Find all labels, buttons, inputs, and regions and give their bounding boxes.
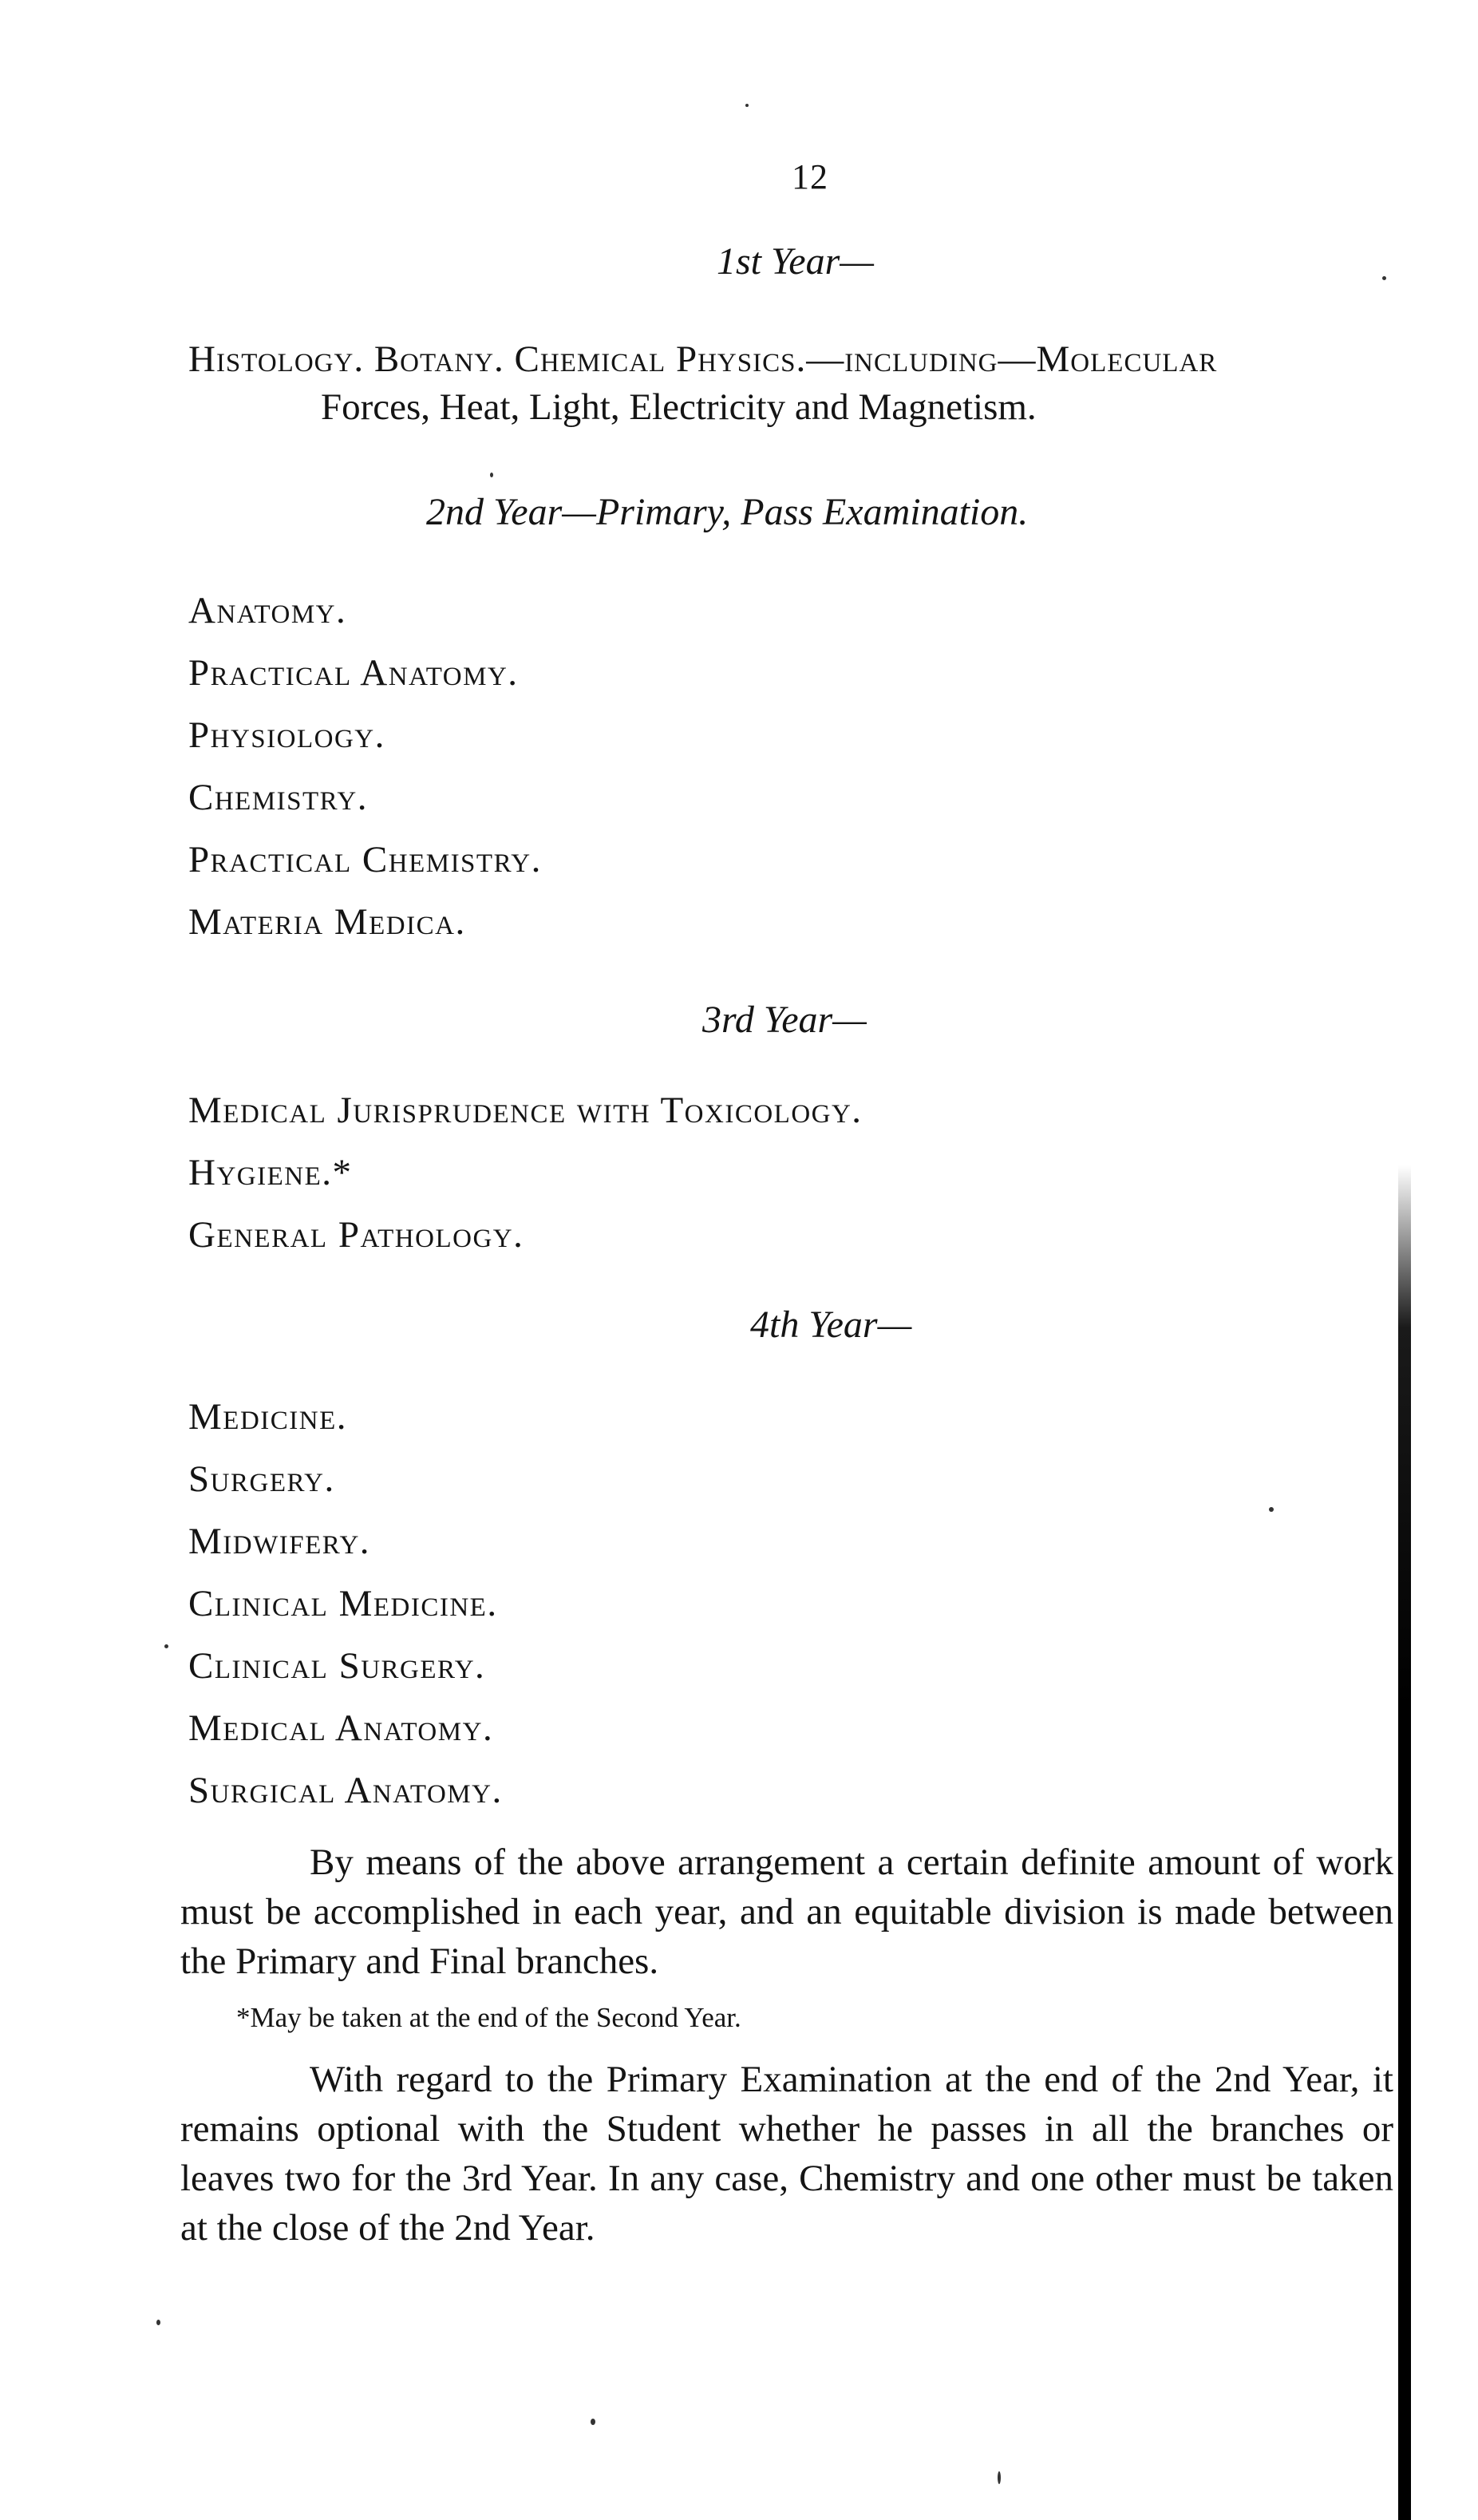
list-item: Hygiene.*	[188, 1152, 353, 1193]
scan-speck	[164, 1644, 168, 1648]
list-item: Midwifery.	[188, 1521, 371, 1562]
list-item: Practical Anatomy.	[188, 652, 519, 694]
first-year-subjects-line-2: Forces, Heat, Light, Electricity and Magnetism.	[321, 386, 1037, 428]
scan-speck	[1382, 276, 1386, 280]
first-year-heading: 1st Year—	[717, 240, 874, 283]
page-edge-shadow	[1398, 1165, 1411, 2520]
list-item: Chemistry.	[188, 777, 368, 818]
list-item: Medical Anatomy.	[188, 1707, 494, 1749]
scan-speck	[156, 2320, 160, 2325]
first-year-subjects	[188, 335, 1417, 431]
second-year-subject-list	[188, 580, 542, 953]
list-item: Materia Medica.	[188, 901, 466, 943]
list-item: Clinical Surgery.	[188, 1645, 486, 1687]
scan-speck	[591, 2419, 595, 2425]
list-item: Physiology.	[188, 714, 385, 756]
third-year-subject-list	[188, 1079, 863, 1266]
list-item: Medicine.	[188, 1396, 348, 1438]
list-item: General Pathology.	[188, 1214, 524, 1256]
list-item: Surgery.	[188, 1458, 335, 1500]
footnote: *May be taken at the end of the Second Year.	[236, 2002, 741, 2033]
scan-speck	[490, 473, 493, 477]
second-year-heading: 2nd Year—Primary, Pass Examination.	[426, 491, 1029, 533]
list-item: Practical Chemistry.	[188, 839, 542, 880]
paragraph-primary-examination: With regard to the Primary Examination at the end of the 2nd Year, it remains optional with the Student whether he passes in all the branches or leaves two for the 3rd Year. In any case, Chemistry and one other must be taken at the close of the 2nd Year.	[180, 2059, 1393, 2249]
scan-speck	[998, 2471, 1001, 2484]
list-item: Medical Jurisprudence with Toxicology.	[188, 1090, 863, 1131]
fourth-year-subject-list	[188, 1386, 503, 1822]
fourth-year-heading: 4th Year—	[750, 1304, 912, 1346]
first-year-subjects-line-1: Histology. Botany. Chemical Physics.—including—Molecular	[188, 338, 1218, 380]
scan-speck	[1269, 1507, 1274, 1512]
list-item: Anatomy.	[188, 590, 347, 631]
list-item: Surgical Anatomy.	[188, 1770, 503, 1811]
list-item: Clinical Medicine.	[188, 1583, 498, 1624]
paragraph-arrangement: By means of the above arrangement a certain definite amount of work must be accomplished in each year, and an equitable division is made between the Primary and Final branches.	[180, 1842, 1393, 1982]
third-year-heading: 3rd Year—	[702, 999, 867, 1041]
page-number: 12	[792, 157, 828, 196]
scan-speck	[745, 104, 749, 107]
